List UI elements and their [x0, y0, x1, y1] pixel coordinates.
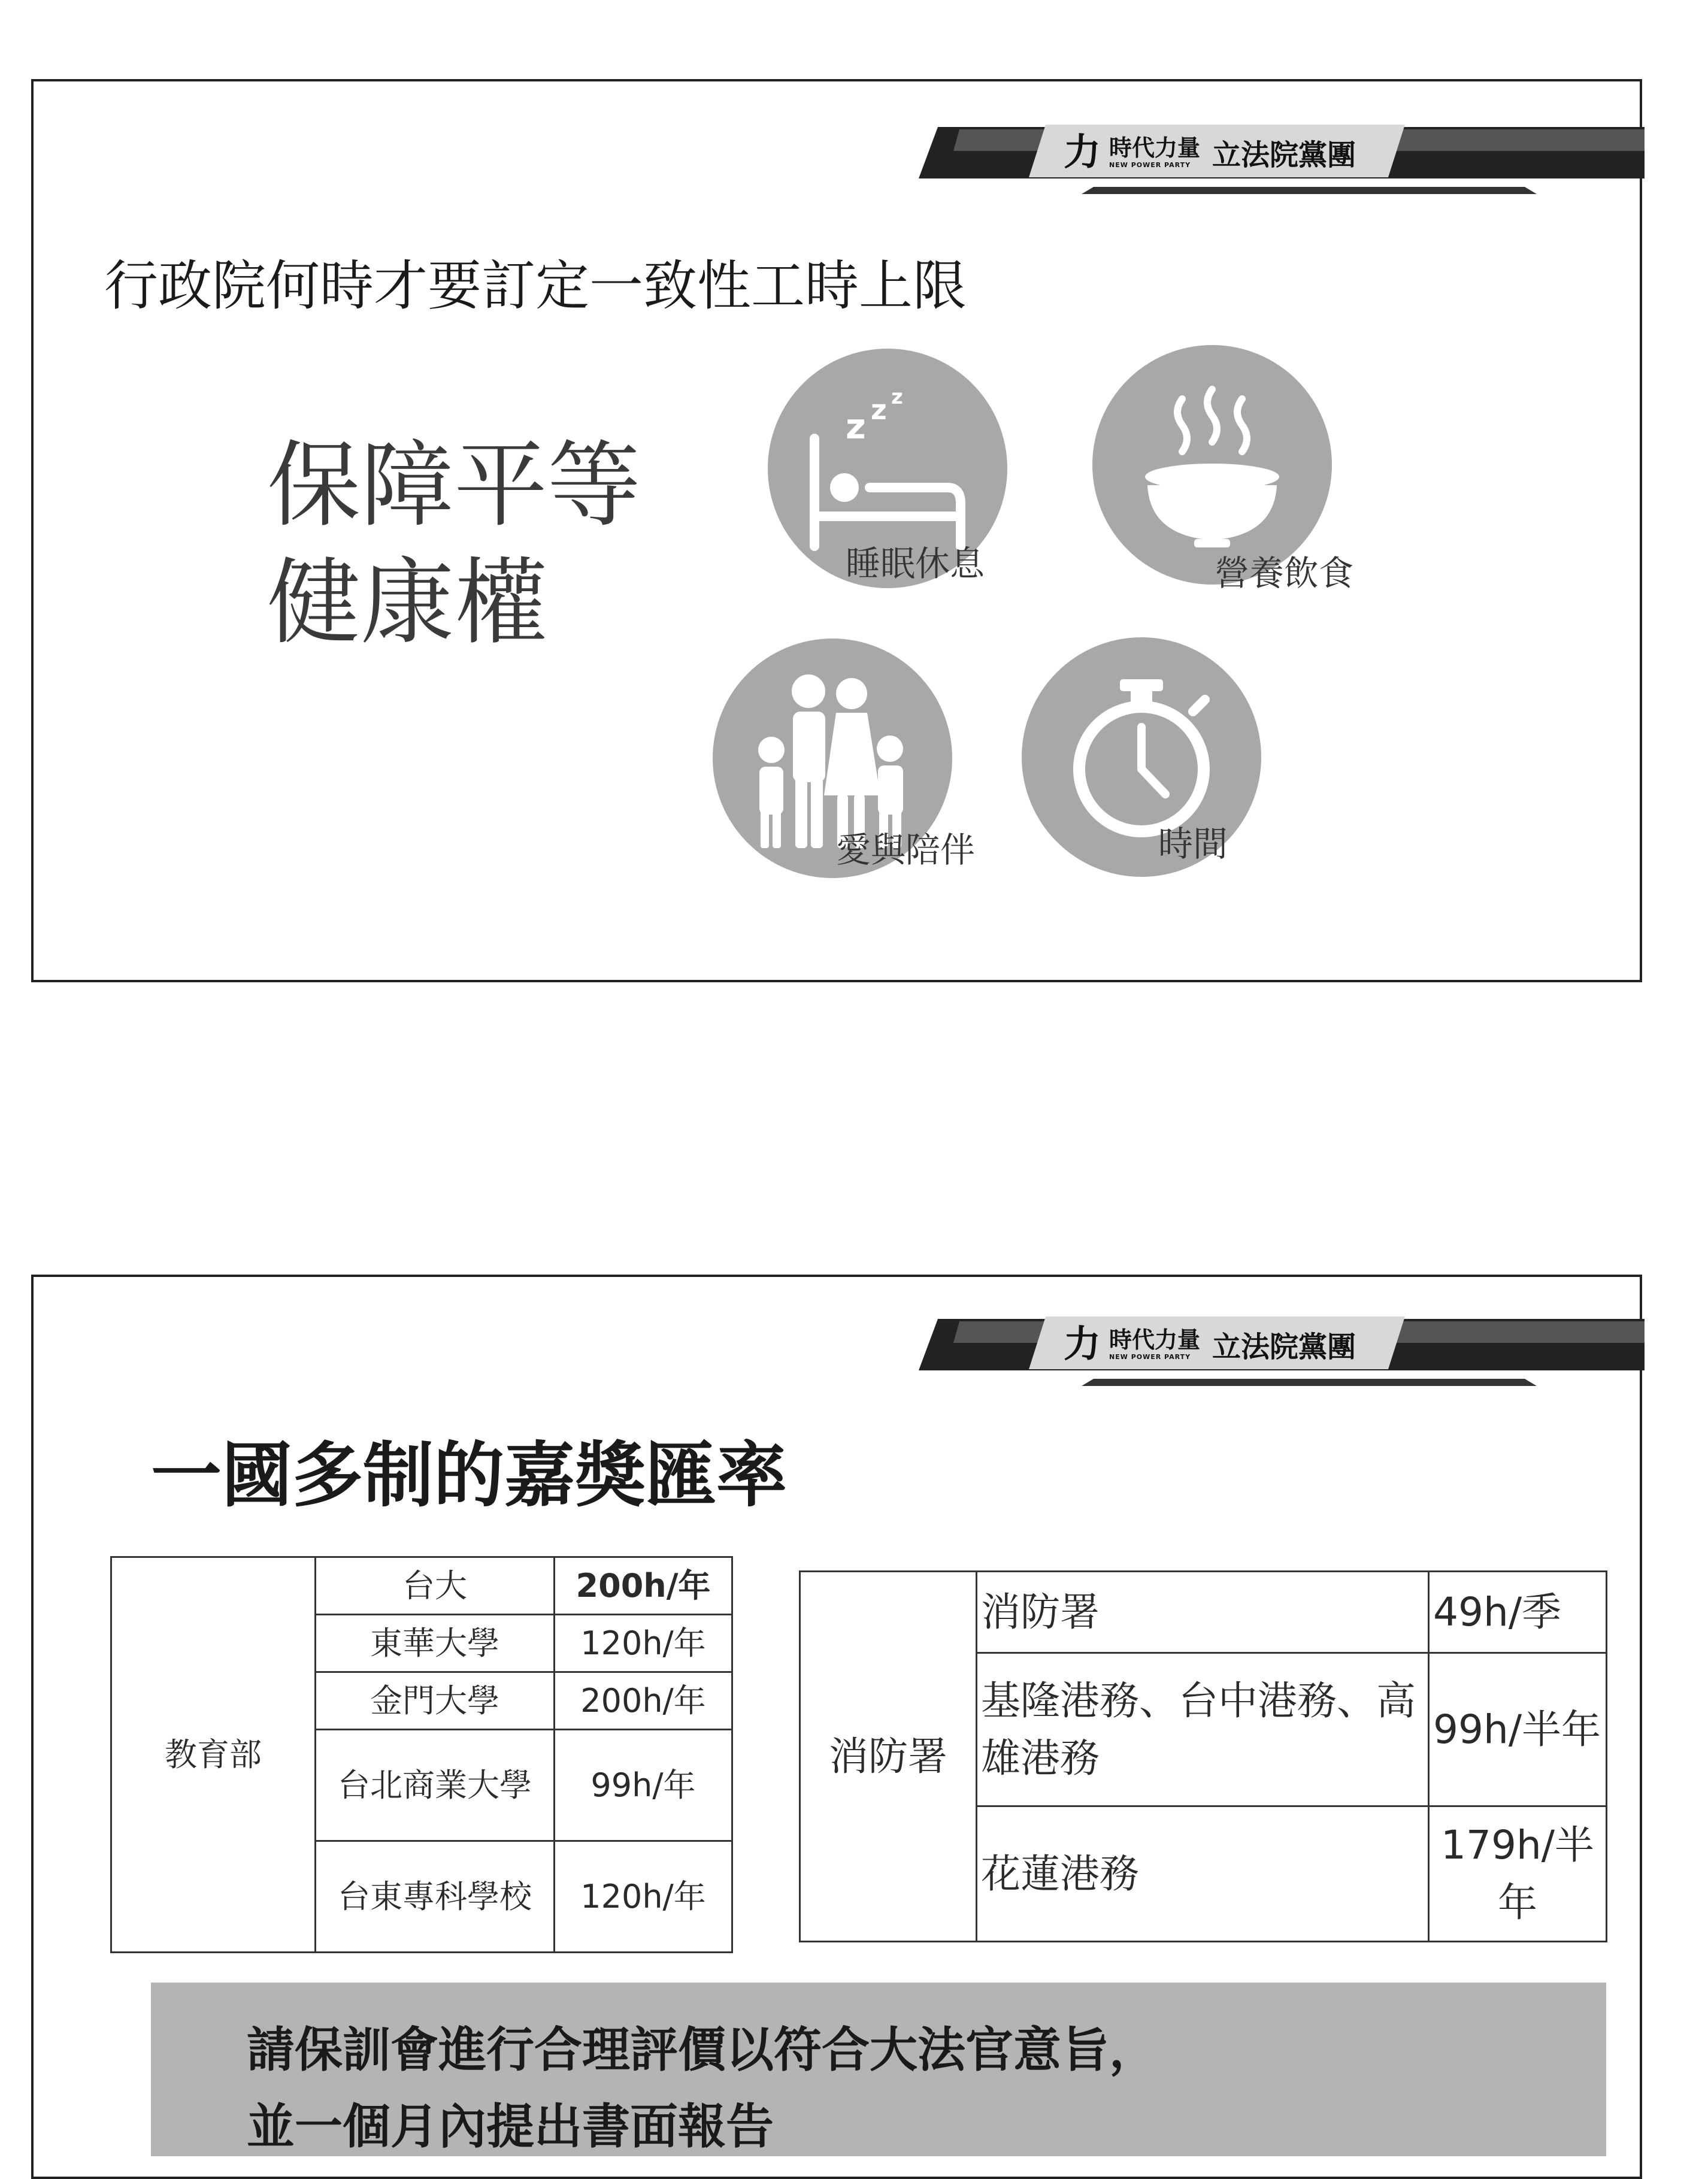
fire-agency-table — [799, 1570, 1607, 1942]
header-banner — [902, 103, 1645, 229]
caucus-name: 立法院黨團 — [1212, 1330, 1356, 1364]
brand-name-cn: 時代力量 — [1109, 1326, 1201, 1353]
rate-cell: 99h/半年 — [1429, 1653, 1607, 1806]
table-row — [111, 1557, 732, 1615]
brand-name-en: NEW POWER PARTY — [1109, 1352, 1191, 1361]
school-cell: 東華大學 — [316, 1615, 555, 1672]
group-cell: 消防署 — [800, 1572, 977, 1942]
unit-cell: 基隆港務、台中港務、高雄港務 — [977, 1653, 1429, 1806]
request-note — [151, 1983, 1606, 2156]
rate-cell: 200h/年 — [555, 1557, 732, 1615]
brand-name-cn: 時代力量 — [1109, 134, 1201, 161]
rate-cell: 49h/季 — [1429, 1572, 1607, 1653]
svg-text:z: z — [871, 394, 887, 426]
unit-cell: 花蓮港務 — [977, 1806, 1429, 1942]
food-label: 營養飲食 — [1215, 553, 1354, 594]
table-row — [800, 1572, 1607, 1653]
caucus-name: 立法院黨團 — [1212, 138, 1356, 172]
sleep-label: 睡眠休息 — [846, 543, 985, 584]
party-logo-icon: 力 — [1064, 1322, 1101, 1366]
education-ministry-table — [110, 1556, 733, 1953]
rate-cell: 120h/年 — [555, 1841, 732, 1953]
brand-name-en: NEW POWER PARTY — [1109, 161, 1191, 169]
header-banner — [902, 1295, 1645, 1421]
group-cell: 教育部 — [111, 1557, 316, 1953]
school-cell: 金門大學 — [316, 1672, 555, 1730]
party-logo-icon: 力 — [1064, 130, 1101, 174]
headline-line1: 保障平等 — [267, 431, 641, 540]
slide-1 — [31, 79, 1642, 982]
time-label: 時間 — [1158, 824, 1228, 864]
slide-2 — [31, 1275, 1642, 2179]
rate-cell: 179h/半年 — [1429, 1806, 1607, 1942]
note-line-1: 請保訓會進行合理評價以符合大法官意旨， — [247, 2022, 1157, 2078]
school-cell: 台北商業大學 — [316, 1730, 555, 1841]
slide1-title: 行政院何時才要訂定一致性工時上限 — [104, 255, 967, 317]
party-brand — [1064, 1320, 1356, 1368]
svg-text:z: z — [891, 385, 903, 409]
school-cell: 台東專科學校 — [316, 1841, 555, 1953]
svg-text:z: z — [846, 406, 866, 447]
school-cell: 台大 — [316, 1557, 555, 1615]
rate-cell: 120h/年 — [555, 1615, 732, 1672]
party-brand — [1064, 128, 1356, 176]
unit-cell: 消防署 — [977, 1572, 1429, 1653]
headline-line2: 健康權 — [267, 548, 547, 657]
family-label: 愛與陪伴 — [836, 830, 976, 870]
slide2-title: 一國多制的嘉獎匯率 — [151, 1434, 788, 1517]
rate-cell: 99h/年 — [555, 1730, 732, 1841]
rate-cell: 200h/年 — [555, 1672, 732, 1730]
note-line-2: 並一個月內提出書面報告 — [247, 2099, 774, 2154]
